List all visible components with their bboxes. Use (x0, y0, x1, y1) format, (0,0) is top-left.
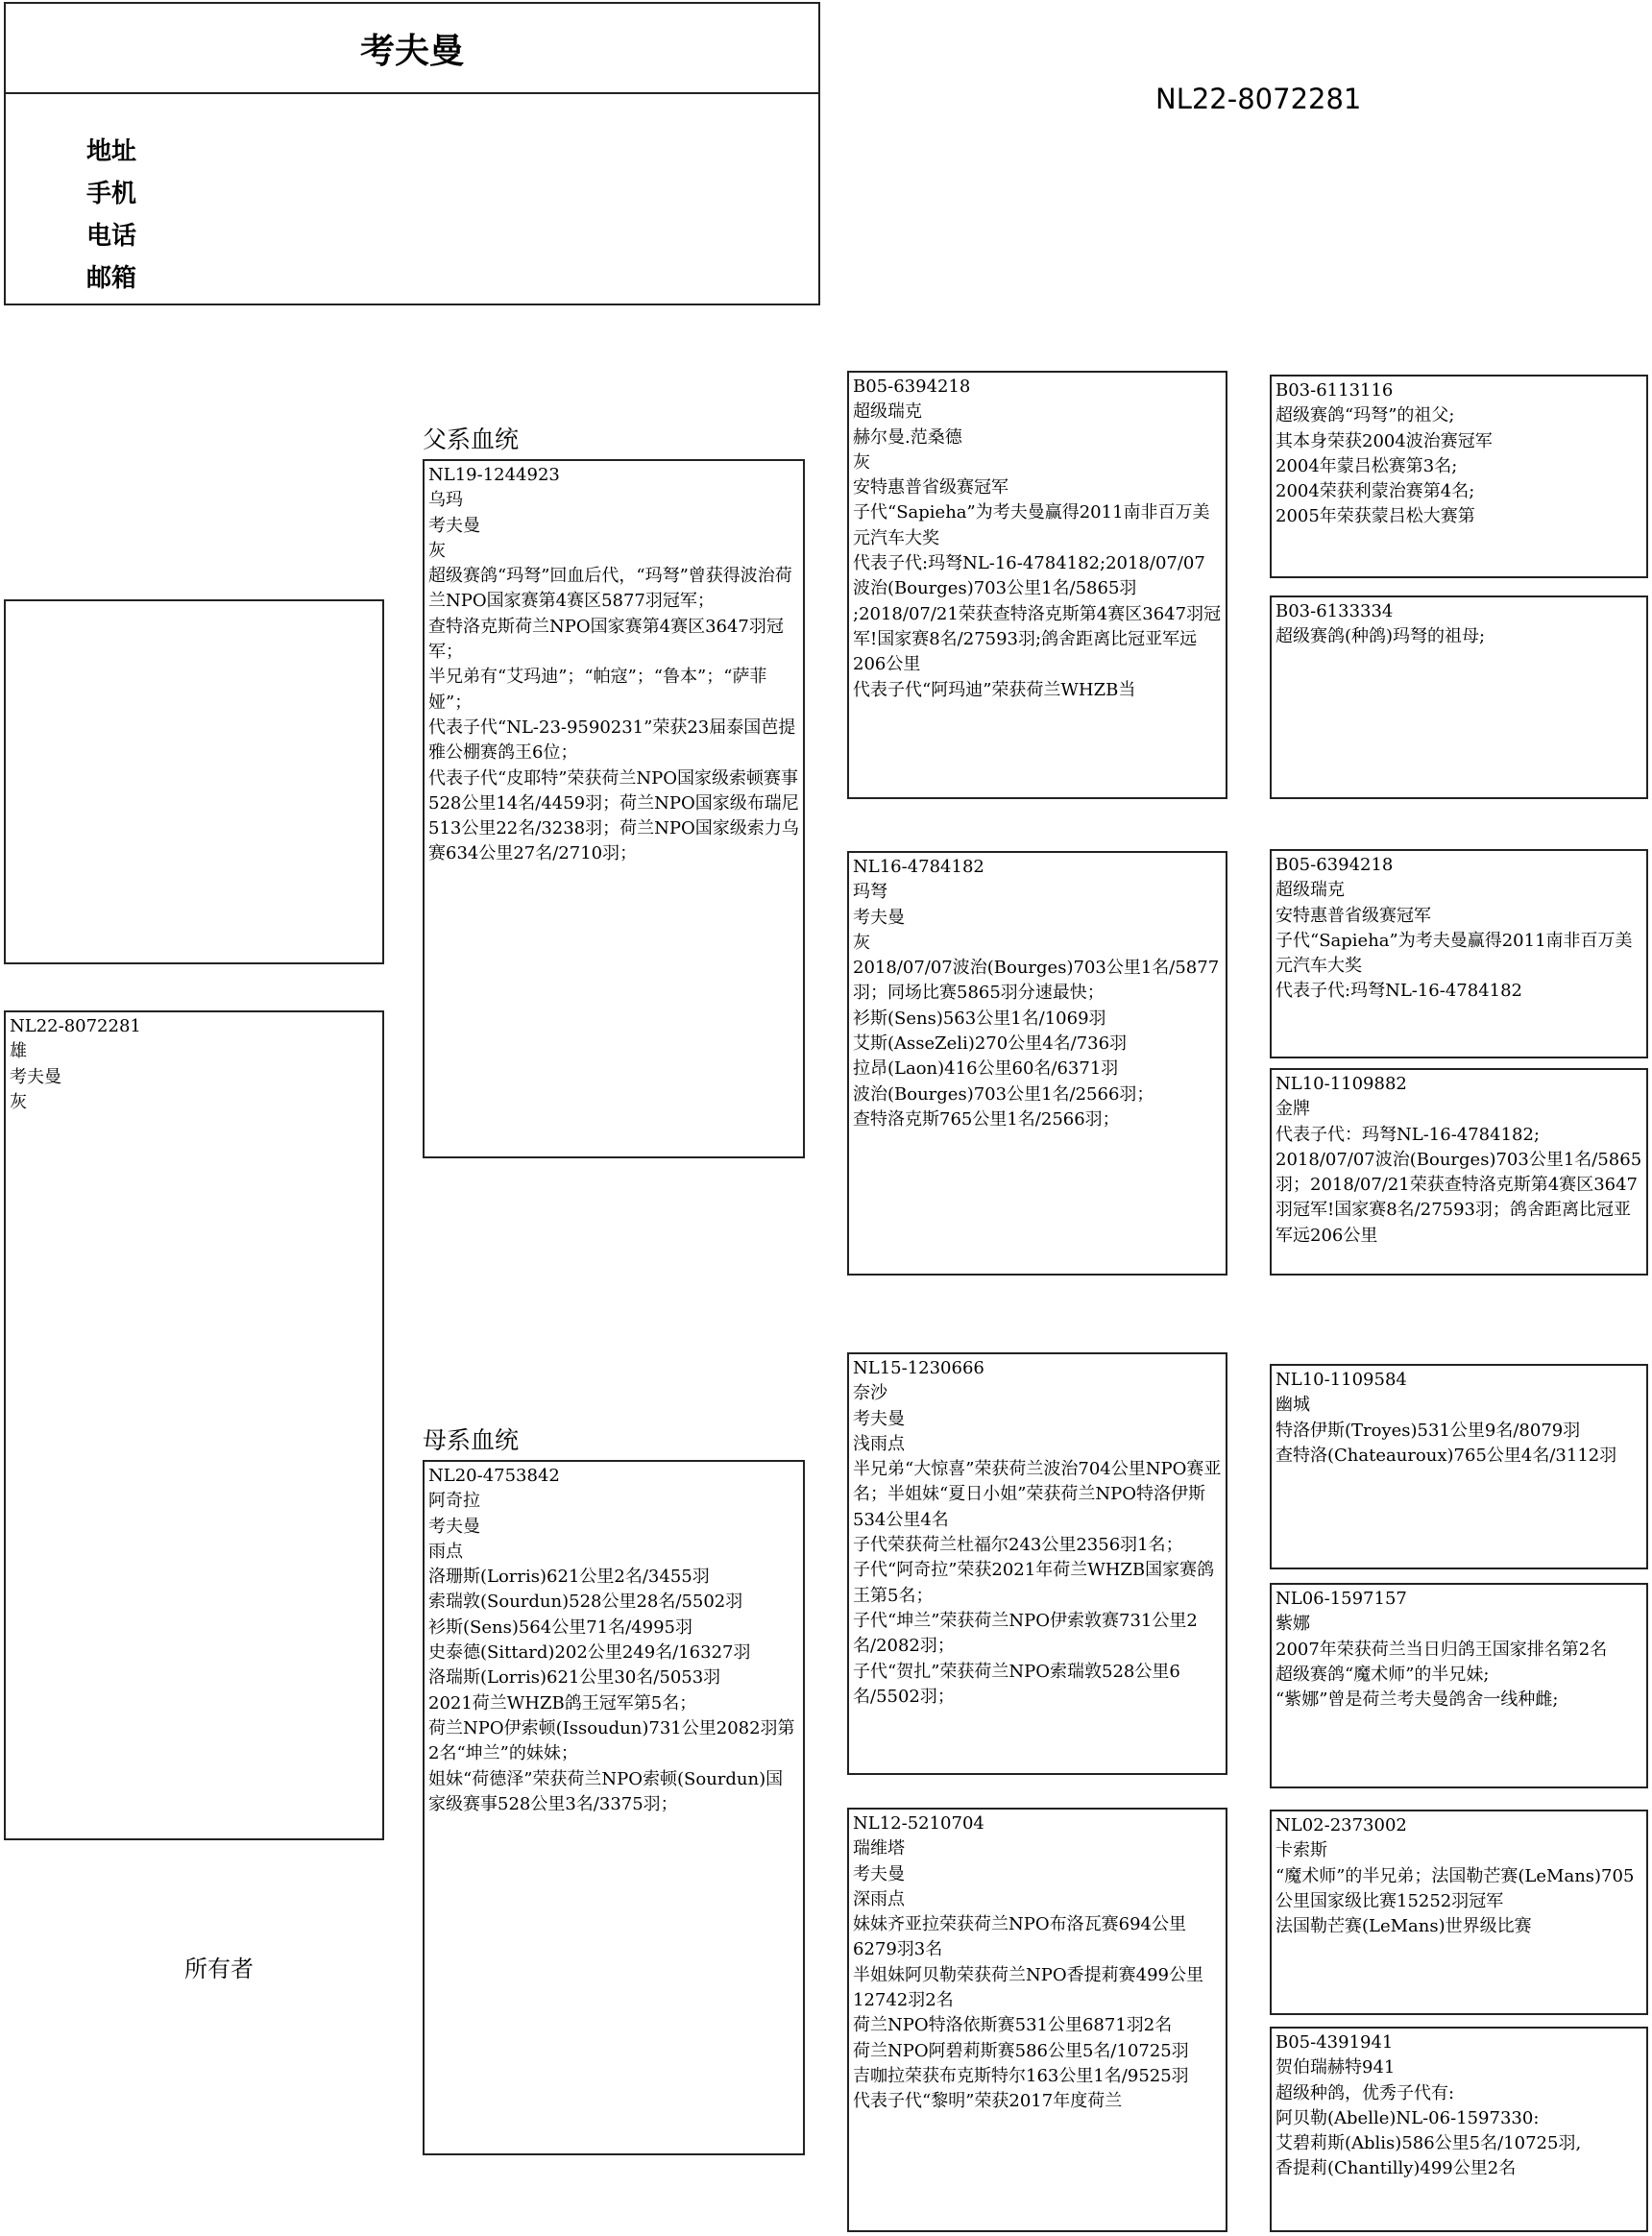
info-line: 艾斯(AsseZeli)270公里4名/736羽 (853, 1033, 1128, 1055)
info-line: 2021荷兰WHZB鸽王冠军第5名； (428, 1692, 697, 1713)
info-line: 雨点 (428, 1541, 463, 1562)
info-line: 安特惠普省级赛冠军 (1275, 905, 1431, 926)
info-line: 荷兰NPO伊索顿(Issoudun)731公里2082羽第2名“坤兰”的妹妹； (428, 1717, 795, 1764)
dam-card (423, 1460, 805, 2155)
info-line: 灰 (428, 540, 446, 561)
info-line: 2004荣获利蒙治赛第4名; (1275, 481, 1475, 502)
ring-id: B03-6113116 (1275, 380, 1394, 401)
dam-line-label: 母系血统 (423, 1426, 520, 1454)
info-line: 子代“Sapieha”为考夫曼赢得2011南非百万美元汽车大奖 (853, 502, 1210, 548)
info-line: 特洛伊斯(Troyes)531公里9名/8079羽 (1275, 1420, 1581, 1441)
info-line: 超级赛鸽(种鸽)玛弩的祖母; (1275, 626, 1486, 647)
info-line: 半兄弟有“艾玛迪”；“帕寇”；“鲁本”；“萨菲娅”； (428, 667, 767, 713)
info-line: “魔术师”的半兄弟；法国勒芒赛(LeMans)705公里国家级比赛15252羽冠军 (1275, 1865, 1635, 1911)
ds-sire-card (1270, 1364, 1648, 1569)
owner-label: 所有者 (184, 1956, 254, 1982)
contact-labels (86, 131, 136, 300)
email-label: 邮箱 (86, 264, 137, 293)
ring-id: NL22-8072281 (10, 1016, 141, 1036)
info-line: 深雨点 (853, 1888, 905, 1909)
ds-dam-card (1270, 1583, 1648, 1788)
ring-id: NL02-2373002 (1275, 1815, 1407, 1835)
info-line: 乌玛 (428, 490, 463, 511)
ring-id: NL10-1109584 (1275, 1370, 1407, 1390)
info-line: 其本身荣获2004波治赛冠军 (1275, 430, 1493, 451)
info-line: 阿奇拉 (428, 1491, 480, 1512)
ring-id: NL19-1244923 (428, 465, 560, 485)
ring-id: NL10-1109882 (1275, 1074, 1407, 1094)
info-line: 奈沙 (853, 1383, 887, 1404)
info-line: 史泰德(Sittard)202公里249名/16327羽 (428, 1642, 751, 1664)
dd-dam-card (1270, 2027, 1648, 2232)
info-line: 赫尔曼.范桑德 (853, 426, 962, 448)
dd-sire-card (1270, 1810, 1648, 2015)
info-line: 查特洛(Chateauroux)765公里4名/3112羽 (1275, 1445, 1617, 1466)
info-line: 超级种鸽，优秀子代有: (1275, 2082, 1455, 2103)
ring-id: B05-6394218 (853, 377, 971, 397)
info-line: 超级赛鸽“玛弩”回血后代，“玛弩”曾获得波治荷兰NPO国家赛第4赛区5877羽冠军； (428, 566, 792, 612)
info-line: 考夫曼 (853, 1863, 905, 1884)
sd-sire-card (1270, 849, 1648, 1058)
info-line: 2007年荣获荷兰当日归鸽王国家排名第2名 (1275, 1639, 1608, 1660)
info-line: 2018/07/07波治(Bourges)703公里1名/5877羽；同场比赛5865羽分速最快； (853, 958, 1220, 1004)
info-line: 考夫曼 (10, 1066, 61, 1087)
ring-id: B03-6133334 (1275, 601, 1394, 621)
sire-line-label: 父系血统 (423, 425, 520, 453)
info-line: 考夫曼 (428, 515, 480, 536)
info-line: 2018/07/07波治(Bourges)703公里1名/5865羽；2018/07/21荣获查特洛克斯第4赛区3647羽冠军!国家赛8名/27593羽；鸽舍距离比冠亚军远206公里 (1275, 1149, 1642, 1246)
info-line: 衫斯(Sens)563公里1名/1069羽 (853, 1008, 1106, 1029)
info-line: 代表子代“阿玛迪”荣获荷兰WHZB当 (853, 679, 1136, 700)
info-line: 代表子代：玛弩NL-16-4784182; (1275, 1124, 1541, 1145)
dam-dam-card (847, 1808, 1227, 2232)
info-line: 超级瑞克 (853, 401, 922, 423)
mobile-label: 手机 (86, 180, 137, 208)
info-line: 子代“Sapieha”为考夫曼赢得2011南非百万美元汽车大奖 (1275, 930, 1633, 977)
ss-sire-card (1270, 375, 1648, 578)
ring-id: NL15-1230666 (853, 1358, 984, 1378)
info-line: 安特惠普省级赛冠军 (853, 477, 1008, 498)
page-title: 考夫曼 (6, 4, 818, 94)
info-line: “紫娜”曾是荷兰考夫曼鸽舍一线种雌; (1275, 1689, 1559, 1711)
info-line: 姐妹“荷德泽”荣获荷兰NPO索顿(Sourdun)国家级赛事528公里3名/3375羽； (428, 1768, 784, 1814)
info-line: 代表子代“皮耶特”荣获荷兰NPO国家级索顿赛事528公里14名/4459羽；荷兰NPO国家级布瑞尼513公里22名/3238羽；荷兰NPO国家级索力乌赛634公里27名/2710羽； (428, 767, 799, 864)
photo-frame (4, 599, 384, 964)
ring-id: NL06-1597157 (1275, 1589, 1407, 1609)
info-line: 妹妹齐亚拉荣获荷兰NPO布洛瓦赛694公里6279羽3名 (853, 1914, 1186, 1960)
subject-bird-card (4, 1010, 384, 1840)
info-line: 吉咖拉荣获布克斯特尔163公里1名/9525羽 (853, 2065, 1189, 2086)
address-label: 地址 (86, 137, 137, 166)
info-line: 玛弩 (853, 882, 887, 903)
info-line: 子代“坤兰”荣获荷兰NPO伊索敦赛731公里2名/2082羽； (853, 1610, 1198, 1657)
info-line: 法国勒芒赛(LeMans)世界级比赛 (1275, 1916, 1532, 1937)
info-line: 紫娜 (1275, 1614, 1310, 1635)
info-line: 子代荣获荷兰杜福尔243公里2356羽1名； (853, 1535, 1183, 1556)
info-line: 艾碧莉斯(Ablis)586公里5名/10725羽, (1275, 2133, 1582, 2154)
info-line: 灰 (10, 1091, 27, 1112)
ring-id: B05-4391941 (1275, 2032, 1394, 2053)
ring-number: NL22-8072281 (1155, 83, 1362, 115)
info-line: 香提莉(Chantilly)499公里2名 (1275, 2158, 1517, 2179)
info-line: 查特洛克斯荷兰NPO国家赛第4赛区3647羽冠军； (428, 616, 784, 663)
info-line: 波治(Bourges)703公里1名/2566羽； (853, 1083, 1154, 1105)
info-line: 衫斯(Sens)564公里71名/4995羽 (428, 1616, 692, 1638)
info-line: 荷兰NPO阿碧莉斯赛586公里5名/10725羽 (853, 2040, 1189, 2061)
ring-id: NL20-4753842 (428, 1466, 560, 1486)
header-box (4, 2, 820, 305)
info-line: 洛珊斯(Lorris)621公里2名/3455羽 (428, 1567, 710, 1588)
info-line: 考夫曼 (853, 1408, 905, 1429)
info-line: 金牌 (1275, 1099, 1310, 1120)
info-line: 半姐妹阿贝勒荣获荷兰NPO香提莉赛499公里12742羽2名 (853, 1964, 1203, 2011)
ring-id: B05-6394218 (1275, 855, 1394, 875)
info-line: 索瑞敦(Sourdun)528公里28名/5502羽 (428, 1592, 743, 1613)
phone-label: 电话 (86, 222, 137, 251)
sire-dam-card (847, 851, 1227, 1276)
sire-card (423, 459, 805, 1158)
info-line: 查特洛克斯765公里1名/2566羽； (853, 1108, 1120, 1130)
info-line: 灰 (853, 932, 870, 953)
info-line: 阿贝勒(Abelle)NL-06-1597330: (1275, 2107, 1540, 2128)
info-line: ;2018/07/21荣获查特洛克斯第4赛区3647羽冠军!国家赛8名/27593羽;鸽舍距离比冠亚军远206公里 (853, 603, 1222, 675)
info-line: 半兄弟“大惊喜”荣获荷兰波治704公里NPO赛亚名；半姐妹“夏日小姐”荣获荷兰NPO特洛伊斯534公里4名 (853, 1459, 1222, 1530)
info-line: 超级赛鸽“玛弩”的祖父; (1275, 405, 1455, 426)
info-line: 子代“阿奇拉”荣获2021年荷兰WHZB国家赛鸽王第5名； (853, 1560, 1215, 1606)
info-line: 代表子代“黎明”荣获2017年度荷兰 (853, 2091, 1123, 2112)
info-line: 雄 (10, 1041, 27, 1062)
info-line: 子代“贺扎”荣获荷兰NPO索瑞敦528公里6名/5502羽； (853, 1661, 1180, 1707)
info-line: 超级瑞克 (1275, 880, 1345, 901)
info-line: 幽城 (1275, 1395, 1310, 1416)
ring-id: NL16-4784182 (853, 857, 984, 877)
info-line: 卡索斯 (1275, 1840, 1327, 1861)
info-line: 瑞维塔 (853, 1838, 905, 1859)
info-line: 贺伯瑞赫特941 (1275, 2057, 1396, 2078)
info-line: 拉昂(Laon)416公里60名/6371羽 (853, 1058, 1119, 1080)
info-line: 考夫曼 (428, 1516, 480, 1537)
dam-sire-card (847, 1352, 1227, 1775)
info-line: 浅雨点 (853, 1433, 905, 1454)
info-line: 洛瑞斯(Lorris)621公里30名/5053羽 (428, 1667, 721, 1689)
sd-dam-card (1270, 1068, 1648, 1276)
info-line: 考夫曼 (853, 907, 905, 928)
info-line: 灰 (853, 451, 870, 473)
ring-id: NL12-5210704 (853, 1813, 984, 1834)
info-line: 代表子代“NL-23-9590231”荣获23届泰国芭提雅公棚赛鸽王6位； (428, 717, 796, 764)
info-line: 代表子代:玛弩NL-16-4784182 (1275, 981, 1523, 1002)
info-line: 2004年蒙吕松赛第3名; (1275, 455, 1458, 476)
info-line: 代表子代:玛弩NL-16-4784182;2018/07/07波治(Bourges)703公里1名/5865羽 (853, 553, 1205, 599)
sire-sire-card (847, 371, 1227, 799)
info-line: 荷兰NPO特洛依斯赛531公里6871羽2名 (853, 2015, 1173, 2036)
ss-dam-card (1270, 595, 1648, 799)
info-line: 2005年荣获蒙吕松大赛第 (1275, 506, 1475, 527)
info-line: 超级赛鸽“魔术师”的半兄妹; (1275, 1664, 1490, 1685)
